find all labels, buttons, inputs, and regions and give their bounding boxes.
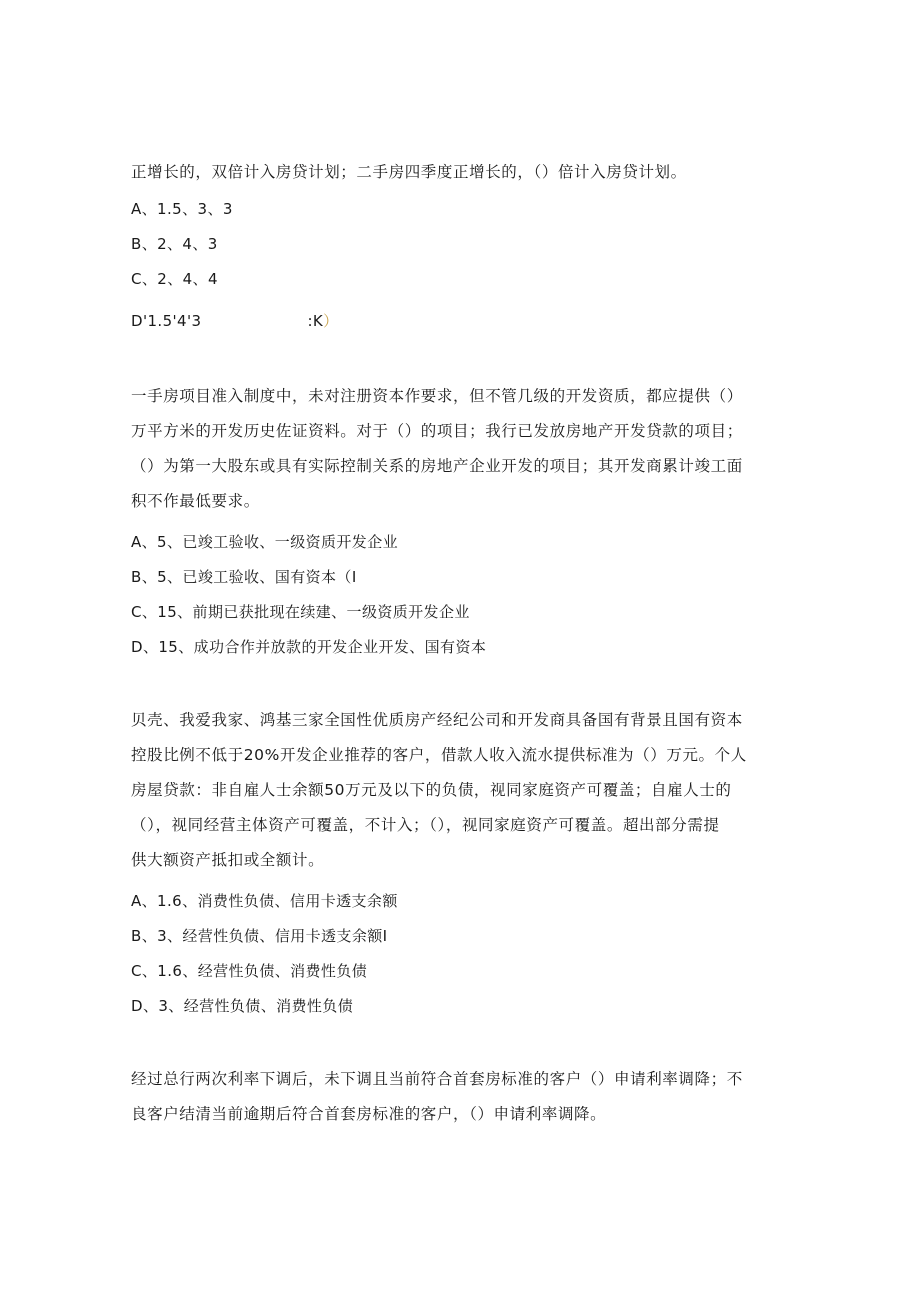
- q3-stem-line-5: 供大额资产抵扣或全额计。: [131, 851, 325, 869]
- q4-stem-line-2: 良客户结清当前逾期后符合首套房标准的客户，（）申请利率调降。: [131, 1105, 607, 1123]
- q1-option-c: C、2、4、4: [131, 270, 218, 288]
- q2-option-a: A、5、已竣工验收、一级资质开发企业: [131, 533, 399, 551]
- q3-option-b: B、3、经营性负债、信用卡透支余额I: [131, 927, 388, 945]
- q3-stem-line-2: 控股比例不低于20%开发企业推荐的客户，借款人收入流水提供标准为（）万元。个人: [131, 746, 747, 764]
- q2-stem-line-3: （）为第一大股东或具有实际控制关系的房地产企业开发的项目；其开发商累计竣工面: [131, 457, 743, 475]
- q3-option-a: A、1.6、消费性负债、信用卡透支余额: [131, 892, 398, 910]
- q1-option-d-answer: :K: [307, 312, 324, 330]
- q2-option-b: B、5、已竣工验收、国有资本（I: [131, 568, 357, 586]
- q1-option-a: A、1.5、3、3: [131, 200, 233, 218]
- q2-option-c: C、15、前期已获批现在续建、一级资质开发企业: [131, 603, 470, 621]
- q3-stem-line-4: （），视同经营主体资产可覆盖，不计入；（），视同家庭资产可覆盖。超出部分需提: [131, 816, 720, 834]
- q1-option-d-text: D'1.5'4'3: [131, 312, 202, 330]
- q3-option-d: D、3、经营性负债、消费性负债: [131, 997, 354, 1015]
- q2-stem-line-2: 万平方米的开发历史佐证资料。对于（）的项目；我行已发放房地产开发贷款的项目；: [131, 422, 743, 440]
- q1-option-d: [131, 311, 339, 331]
- q1-option-d-mark: ）: [323, 312, 339, 330]
- q3-stem-line-3: 房屋贷款：非自雇人士余额50万元及以下的负债，视同家庭资产可覆盖；自雇人士的: [131, 781, 732, 799]
- q2-stem-line-4: 积不作最低要求。: [131, 492, 260, 510]
- q2-stem-line-1: 一手房项目准入制度中，未对注册资本作要求，但不管几级的开发资质，都应提供（）: [131, 387, 743, 405]
- q4-stem-line-1: 经过总行两次利率下调后，未下调且当前符合首套房标准的客户（）申请利率调降；不: [131, 1070, 743, 1088]
- q1-option-b: B、2、4、3: [131, 235, 218, 253]
- q3-stem-line-1: 贝壳、我爱我家、鸿基三家全国性优质房产经纪公司和开发商具备国有背景且国有资本: [131, 711, 743, 729]
- q1-stem-line-1: 正增长的，双倍计入房贷计划；二手房四季度正增长的，（）倍计入房贷计划。: [131, 163, 687, 181]
- q3-option-c: C、1.6、经营性负债、消费性负债: [131, 962, 368, 980]
- q2-option-d: D、15、成功合作并放款的开发企业开发、国有资本: [131, 638, 487, 656]
